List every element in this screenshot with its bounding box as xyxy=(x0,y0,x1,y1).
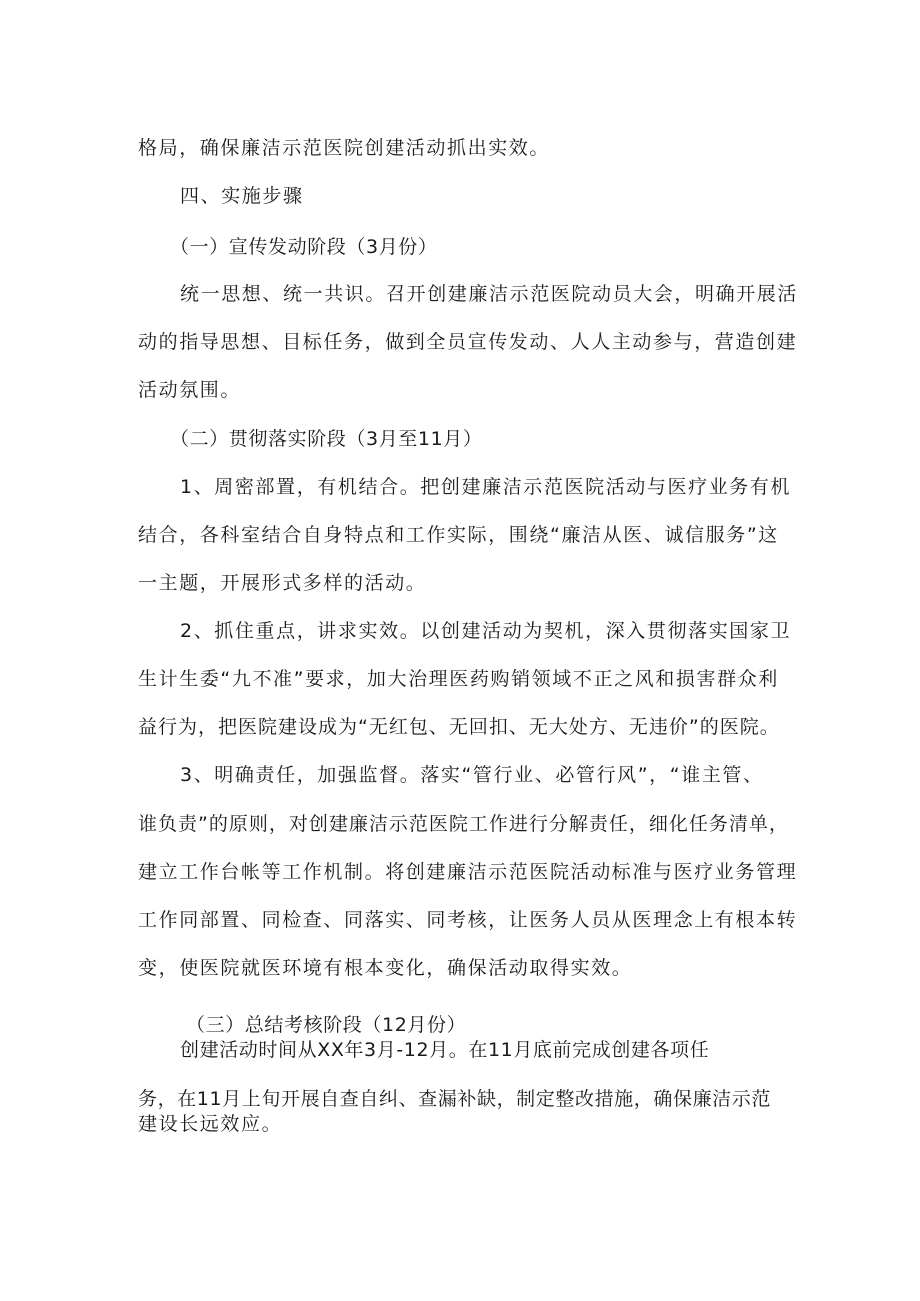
paragraph-line: 务，在11月上旬开展自查自纠、查漏补缺，制定整改措施，确保廉洁示范 xyxy=(138,1088,771,1110)
paragraph-line: 建设长远效应。 xyxy=(138,1113,283,1135)
paragraph-line: 工作同部置、同检查、同落实、同考核，让医务人员从医理念上有根本转 xyxy=(138,909,798,931)
paragraph-line: 谁负责”的原则，对创建廉洁示范医院工作进行分解责任，细化任务清单， xyxy=(138,813,789,835)
paragraph-line: 3、明确责任，加强监督。落实“管行业、必管行风”，“谁主管、 xyxy=(180,764,764,786)
subsection-heading: （一）宣传发动阶段（3月份） xyxy=(170,236,438,258)
paragraph-line: 1、周密部置，有机结合。把创建廉洁示范医院活动与医疗业务有机 xyxy=(180,476,792,498)
subsection-heading: （三）总结考核阶段（12月份） xyxy=(186,1014,467,1036)
paragraph-line: 建立工作台帐等工作机制。将创建廉洁示范医院活动标准与医疗业务管理 xyxy=(138,861,798,883)
paragraph-line: 动的指导思想、目标任务，做到全员宣传发动、人人主动参与，营造创建 xyxy=(138,331,798,353)
paragraph-line: 生计生委“九不准”要求，加大治理医药购销领域不正之风和损害群众利 xyxy=(138,668,779,690)
paragraph-line: 活动氛围。 xyxy=(138,379,242,401)
paragraph-line: 统一思想、统一共识。召开创建廉洁示范医院动员大会，明确开展活 xyxy=(180,283,799,305)
paragraph-line: 一主题，开展形式多样的活动。 xyxy=(138,572,427,594)
paragraph-line: 变，使医院就医环境有根本变化，确保活动取得实效。 xyxy=(138,957,633,979)
paragraph-line: 格局，确保廉洁示范医院创建活动抓出实效。 xyxy=(138,137,551,159)
subsection-heading: （二）贯彻落实阶段（3月至11月） xyxy=(170,428,483,450)
paragraph-line: 创建活动时间从XX年3月-12月。在11月底前完成创建各项任 xyxy=(180,1039,710,1061)
paragraph-line: 益行为，把医院建设成为“无红包、无回扣、无大处方、无违价”的医院。 xyxy=(138,716,780,738)
section-heading: 四、实施步骤 xyxy=(180,185,304,207)
paragraph-line: 结合，各科室结合自身特点和工作实际，围绕“廉洁从医、诚信服务”这 xyxy=(138,524,779,546)
paragraph-line: 2、抓住重点，讲求实效。以创建活动为契机，深入贯彻落实国家卫 xyxy=(180,620,792,642)
